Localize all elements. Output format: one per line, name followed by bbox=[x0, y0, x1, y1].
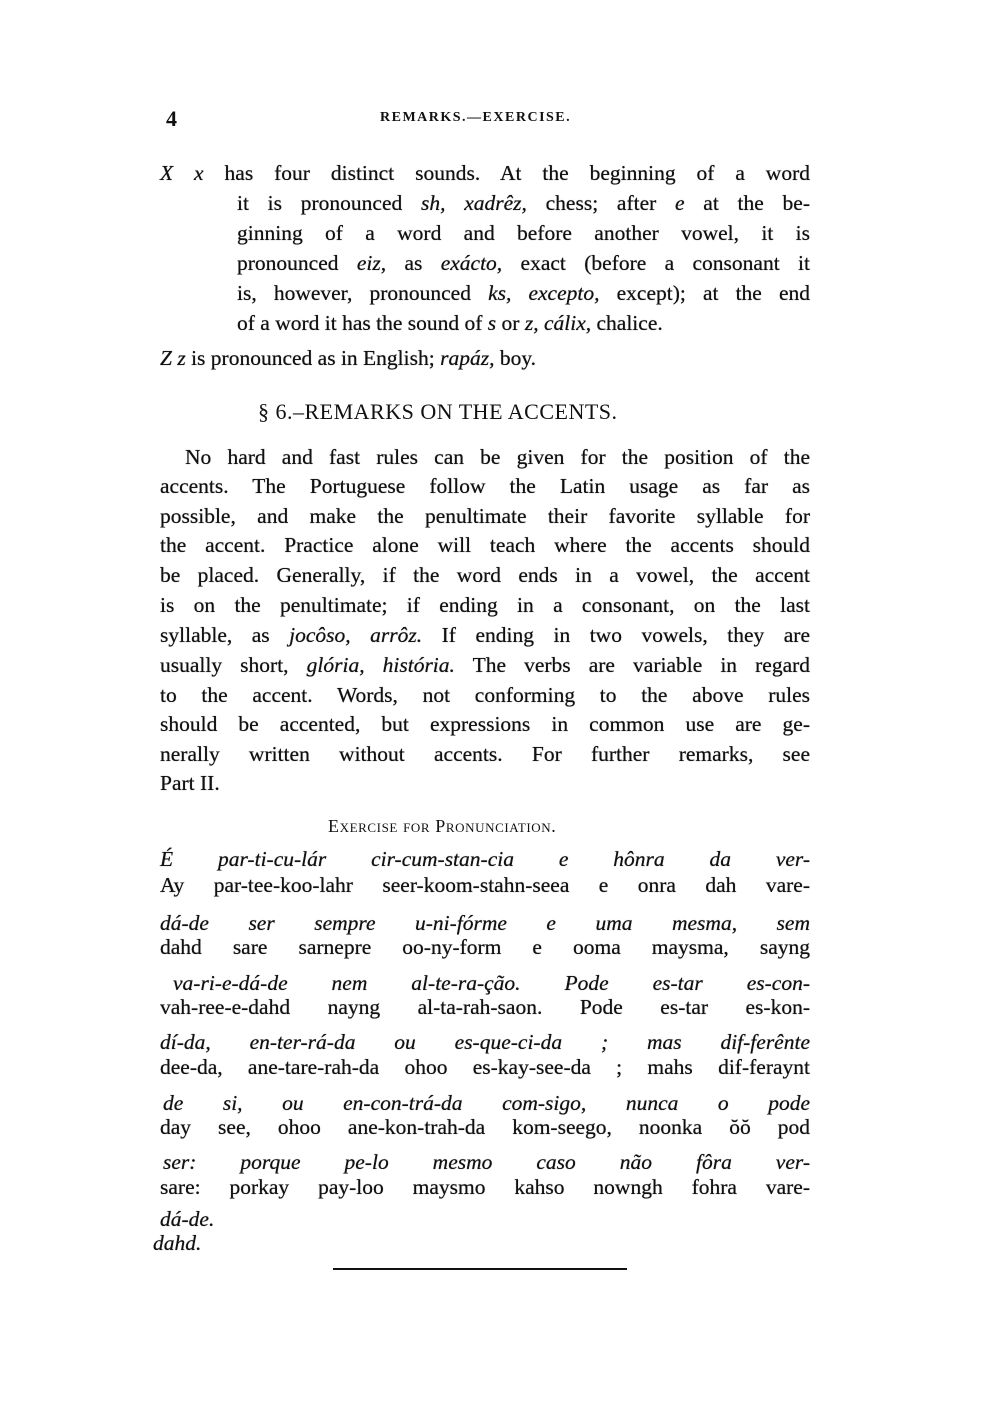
exercise-line bbox=[163, 1090, 810, 1116]
text-run: syllable, as bbox=[160, 623, 290, 647]
text-run: has four distinct sounds. At the beginning of a word bbox=[203, 161, 810, 185]
text-run: as bbox=[386, 251, 441, 275]
exercise-line bbox=[160, 1174, 810, 1200]
text-run: If ending in two vowels, they are bbox=[422, 623, 810, 647]
text-run: to the accent. Words, not conforming to the above rules bbox=[160, 683, 810, 707]
accents-paragraph-line bbox=[160, 532, 810, 558]
x-paragraph-line bbox=[237, 250, 810, 276]
accents-paragraph-line bbox=[160, 473, 810, 499]
italic-text: va-ri-e-dá-de nem al-te-ra-ção. Pode es-tar es-con- bbox=[173, 971, 810, 995]
italic-text: eiz, bbox=[356, 251, 387, 275]
text-run: it is pronounced bbox=[237, 191, 421, 215]
italic-text: de si, ou en-con-trá-da com-sigo, nunca o pode bbox=[163, 1091, 810, 1115]
text-run: is, however, pronounced bbox=[237, 281, 489, 305]
italic-text: dahd. bbox=[153, 1231, 202, 1255]
text-run: nerally written without accents. For further remarks, see bbox=[160, 742, 810, 766]
text-run: pronounced bbox=[237, 251, 357, 275]
x-paragraph-line bbox=[237, 310, 810, 336]
text-run: is pronounced as in English; bbox=[185, 346, 441, 370]
text-run: chalice. bbox=[591, 311, 663, 335]
exercise-line bbox=[160, 872, 810, 898]
italic-text: exácto, bbox=[440, 251, 503, 275]
italic-text: e bbox=[675, 191, 685, 215]
italic-text: dá-de ser sempre u-ni-fórme e uma mesma, sem bbox=[160, 911, 810, 935]
text-run: exact (before a consonant it bbox=[502, 251, 810, 275]
exercise-line bbox=[153, 1230, 810, 1256]
z-paragraph-line bbox=[160, 345, 810, 371]
text-run: possible, and make the penultimate their favorite syllable for bbox=[160, 504, 810, 528]
accents-paragraph-line bbox=[160, 652, 810, 678]
text-run: except); at the end bbox=[599, 281, 810, 305]
text-run: The verbs are variable in regard bbox=[454, 653, 811, 677]
text-run: should be accented, but expressions in common use are ge- bbox=[160, 712, 810, 736]
exercise-line bbox=[163, 1149, 810, 1175]
text-run: chess; after bbox=[526, 191, 676, 215]
italic-text: sh, xadrêz, bbox=[420, 191, 527, 215]
closing-rule bbox=[333, 1268, 627, 1270]
accents-paragraph-line bbox=[160, 503, 810, 529]
accents-paragraph-line bbox=[185, 444, 810, 470]
italic-text: s bbox=[487, 311, 497, 335]
text-run: accents. The Portuguese follow the Latin usage as far as bbox=[160, 474, 810, 498]
text-run: at the be- bbox=[684, 191, 811, 215]
italic-text: jocôso, arrôz. bbox=[289, 623, 423, 647]
text-run: No hard and fast rules can be given for the position of the bbox=[185, 445, 810, 469]
italic-text: ser: porque pe-lo mesmo caso não fôra ver- bbox=[163, 1150, 810, 1174]
italic-text: dí-da, en-ter-rá-da ou es-que-ci-da ; mas dif-ferênte bbox=[160, 1030, 810, 1054]
accents-paragraph-line bbox=[160, 770, 810, 796]
text-run: dahd sare sarnepre oo-ny-form e ooma maysma, sayng bbox=[160, 935, 810, 959]
text-run: Part II. bbox=[160, 771, 220, 795]
x-paragraph-line bbox=[160, 160, 810, 186]
text-run: be placed. Generally, if the word ends in a vowel, the accent bbox=[160, 563, 810, 587]
italic-text: glória, história. bbox=[306, 653, 455, 677]
section-heading: § 6.–REMARKS ON THE ACCENTS. bbox=[258, 399, 618, 424]
italic-text: ks, excepto, bbox=[488, 281, 600, 305]
accents-paragraph-line bbox=[160, 711, 810, 737]
text-run: of a word it has the sound of bbox=[237, 311, 488, 335]
exercise-heading: Exercise for Pronunciation. bbox=[328, 816, 557, 836]
italic-text: dá-de. bbox=[160, 1207, 215, 1231]
exercise-line bbox=[160, 994, 810, 1020]
accents-paragraph-line bbox=[160, 592, 810, 618]
text-run: Ay par-tee-koo-lahr seer-koom-stahn-seea e onra dah vare- bbox=[160, 873, 810, 897]
accents-paragraph-line bbox=[160, 622, 810, 648]
exercise-line bbox=[160, 1206, 810, 1232]
text-run: sare: porkay pay-loo maysmo kahso nowngh fohra vare- bbox=[160, 1175, 810, 1199]
exercise-line bbox=[160, 846, 810, 872]
accents-paragraph-line bbox=[160, 562, 810, 588]
italic-text: É par-ti-cu-lár cir-cum-stan-cia e hônra da ver- bbox=[160, 847, 810, 871]
accents-paragraph-line bbox=[160, 741, 810, 767]
exercise-line bbox=[160, 1054, 810, 1080]
exercise-line bbox=[160, 910, 810, 936]
x-paragraph-line bbox=[237, 220, 810, 246]
italic-text: z, cálix, bbox=[524, 311, 592, 335]
exercise-line bbox=[160, 1114, 810, 1140]
text-run: boy. bbox=[494, 346, 537, 370]
text-run: the accent. Practice alone will teach where the accents should bbox=[160, 533, 810, 557]
italic-text: Z z bbox=[160, 346, 186, 370]
italic-text: X x bbox=[160, 161, 204, 185]
text-run: is on the penultimate; if ending in a consonant, on the last bbox=[160, 593, 810, 617]
text-run: vah-ree-e-dahd nayng al-ta-rah-saon. Pode es-tar es-kon- bbox=[160, 995, 810, 1019]
text-run: day see, ohoo ane-kon-trah-da kom-seego, noonka ŏŏ pod bbox=[160, 1115, 810, 1139]
exercise-line bbox=[160, 1029, 810, 1055]
exercise-line bbox=[160, 934, 810, 960]
x-paragraph-line bbox=[237, 190, 810, 216]
text-run: or bbox=[496, 311, 525, 335]
page-number: 4 bbox=[166, 106, 177, 131]
italic-text: rapáz, bbox=[440, 346, 495, 370]
accents-paragraph-line bbox=[160, 682, 810, 708]
text-run: dee-da, ane-tare-rah-da ohoo es-kay-see-da ; mahs dif-feraynt bbox=[160, 1055, 810, 1079]
exercise-line bbox=[173, 970, 810, 996]
text-run: usually short, bbox=[160, 653, 307, 677]
x-paragraph-line bbox=[237, 280, 810, 306]
text-run: ginning of a word and before another vowel, it is bbox=[237, 221, 810, 245]
running-title: REMARKS.—EXERCISE. bbox=[380, 110, 572, 125]
